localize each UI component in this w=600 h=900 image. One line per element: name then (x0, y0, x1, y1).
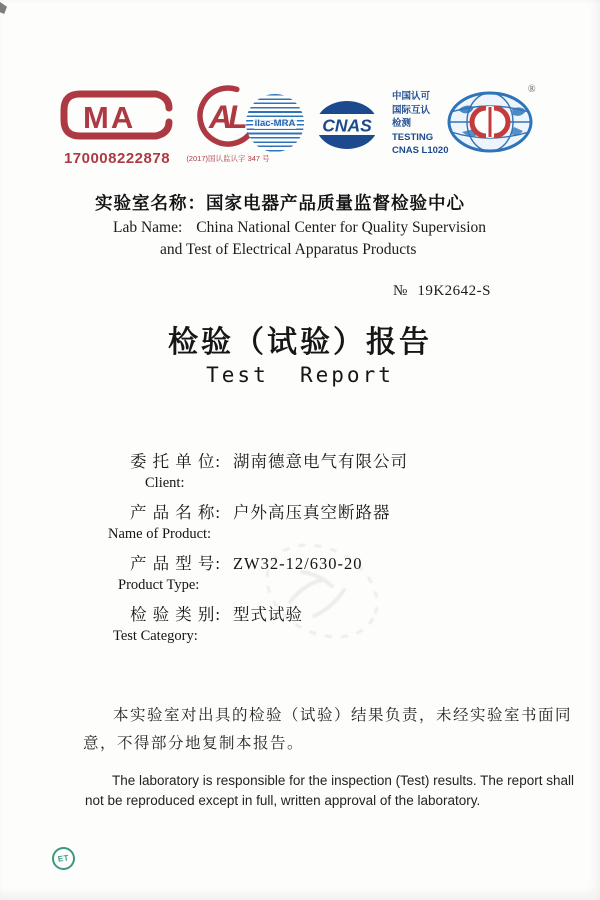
field-value: 型式试验 (232, 605, 303, 624)
ilac-mra-logo (246, 94, 304, 152)
svg-text:AL: AL (209, 99, 244, 135)
report-number (393, 283, 491, 300)
field-label-cn: 检 验 类 别: (130, 605, 221, 624)
report-number-value: 19K2642-S (417, 283, 491, 299)
lab-name-en-line2: and Test of Electrical Apparatus Products (160, 241, 417, 258)
scan-speck (0, 2, 7, 14)
field-label-cn: 产 品 名 称: (130, 503, 221, 522)
lab-name-en (113, 219, 486, 237)
cma-logo (54, 86, 180, 167)
report-title-cn: 检验（试验）报告 (168, 326, 432, 359)
ilac-mra-label: ilac-MRA (254, 117, 296, 129)
field-label-cn: 产 品 型 号: (130, 554, 221, 573)
svg-text:®: ® (528, 84, 536, 95)
cnas-caption-line: 中国认可 (392, 91, 431, 102)
cnas-ellipse-icon (314, 99, 380, 151)
globe-icon (446, 80, 538, 160)
al-caption: (2017)国认监认字 347 号 (186, 154, 270, 163)
field-product-name (108, 499, 508, 543)
lab-name-cn: 实验室名称：国家电器产品质量监督检验中心 (95, 193, 465, 213)
field-label-en: Name of Product: (108, 526, 212, 542)
field-product-type (108, 550, 508, 594)
field-value: 户外高压真空断路器 (232, 503, 391, 522)
globe-certification-logo (446, 80, 538, 165)
field-client (108, 448, 508, 492)
cma-mark-icon (57, 86, 177, 144)
lab-name-en-line1: China National Center for Quality Supervision (196, 219, 487, 236)
cma-certificate-number: 170008222878 (63, 150, 171, 167)
field-test-category (108, 601, 508, 645)
cnas-caption-line: CNAS L1020 (392, 145, 449, 156)
cnas-caption-line: 国际互认 (392, 104, 431, 116)
cnas-caption-line: TESTING (392, 131, 434, 143)
svg-text:MA: MA (83, 100, 136, 135)
cnas-logo (314, 99, 380, 156)
disclaimer-en: The laboratory is responsible for the inspection (Test) results. The report shall not be reproduced except in full, written approval of the laboratory. (85, 773, 574, 808)
cnas-caption (392, 90, 449, 158)
field-label-cn: 委 托 单 位: (130, 452, 221, 471)
field-label-en: Product Type: (118, 577, 200, 593)
svg-text:CNAS: CNAS (322, 115, 372, 136)
disclaimer-cn: 本实验室对出具的检验（试验）结果负责，未经实验室书面同意，不得部分地复制本报告。 (83, 707, 573, 752)
field-label-en: Test Category: (113, 628, 198, 644)
lab-name-en-label: Lab Name: (113, 219, 183, 236)
report-number-prefix: № (393, 283, 408, 299)
field-label-en: Client: (145, 475, 185, 491)
et-circle-stamp: ET (51, 846, 77, 872)
field-value: ZW32-12/630-20 (232, 554, 363, 573)
field-value: 湖南德意电气有限公司 (232, 452, 408, 471)
report-title-en: Test Report (206, 363, 394, 387)
report-fields (108, 448, 508, 652)
cnas-caption-line: 检测 (392, 118, 412, 129)
